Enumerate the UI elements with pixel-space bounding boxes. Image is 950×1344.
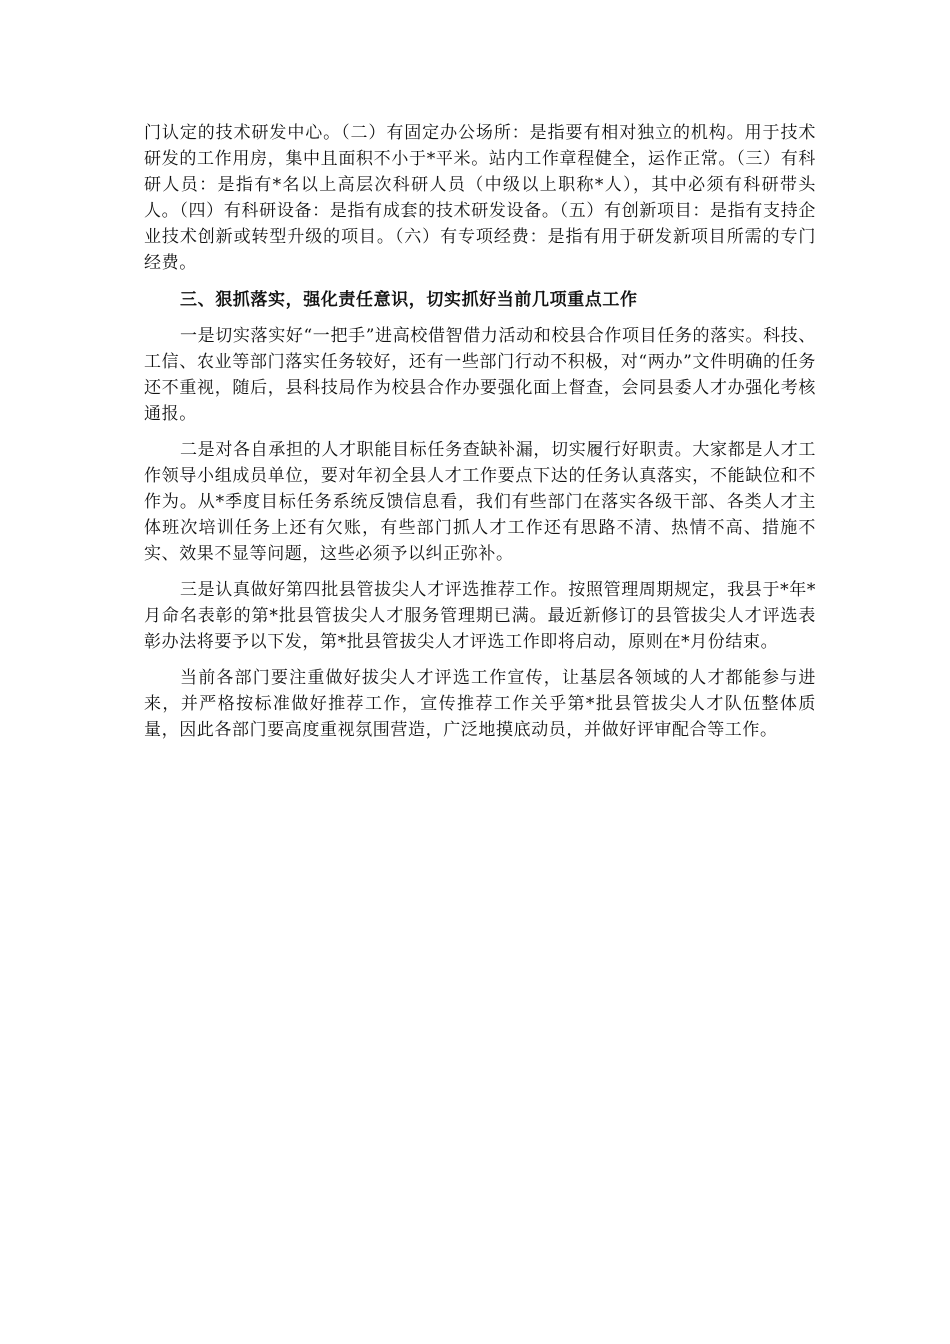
body-paragraph-1: 一是切实落实好“一把手”进高校借智借力活动和校县合作项目任务的落实。科技、工信、农业等部门落实任务较好，还有一些部门行动不积极，对“两办”文件明确的任务还不重视，随后，县科技局作为校县合作办要强化面上督查，会同县委人才办强化考核通报。 — [144, 326, 816, 424]
body-paragraph-4: 当前各部门要注重做好拔尖人才评选工作宣传，让基层各领域的人才都能参与进来，并严格按标准做好推荐工作，宣传推荐工作关乎第*批县管拔尖人才队伍整体质量，因此各部门要高度重视氛围营造，广泛地摸底动员，并做好评审配合等工作。 — [144, 668, 816, 740]
body-paragraph-3: 三是认真做好第四批县管拔尖人才评选推荐工作。按照管理周期规定，我县于*年*月命名表彰的第*批县管拔尖人才服务管理期已满。最近新修订的县管拔尖人才评选表彰办法将要予以下发，第*批县管拔尖人才评选工作即将启动，原则在*月份结束。 — [144, 580, 816, 652]
body-paragraph-2: 二是对各自承担的人才职能目标任务查缺补漏，切实履行好职责。大家都是人才工作领导小组成员单位，要对年初全县人才工作要点下达的任务认真落实，不能缺位和不作为。从*季度目标任务系统反馈信息看，我们有些部门在落实各级干部、各类人才主体班次培训任务上还有欠账，有些部门抓人才工作还有思路不清、热情不高、措施不实、效果不显等问题，这些必须予以纠正弥补。 — [144, 440, 816, 564]
section-heading: 三、狠抓落实，强化责任意识，切实抓好当前几项重点工作 — [180, 290, 638, 310]
continuation-paragraph: 门认定的技术研发中心。（二）有固定办公场所：是指要有相对独立的机构。用于技术研发的工作用房，集中且面积不小于*平米。站内工作章程健全，运作正常。（三）有科研人员：是指有*名以上高层次科研人员（中级以上职称*人），其中必须有科研带头人。（四）有科研设备：是指有成套的技术研发设备。（五）有创新项目：是指有支持企业技术创新或转型升级的项目。（六）有专项经费：是指有用于研发新项目所需的专门经费。 — [144, 123, 816, 273]
document-body — [144, 120, 816, 743]
